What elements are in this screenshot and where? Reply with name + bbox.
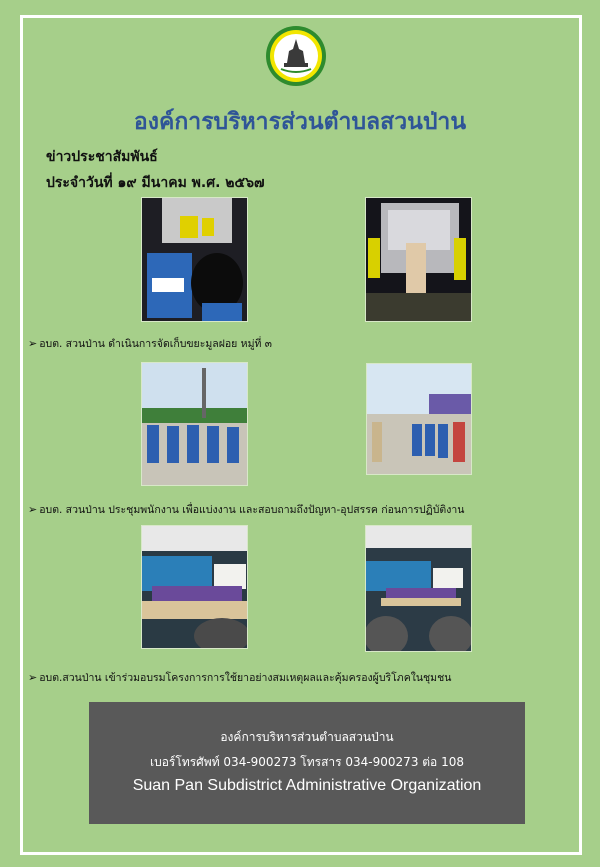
news-heading: ข่าวประชาสัมพันธ์ xyxy=(46,149,158,165)
footer-org-name: องค์การบริหารส่วนตำบลสวนป่าน xyxy=(220,730,394,744)
photo-training-1 xyxy=(141,525,248,649)
photo-staff-meeting-2 xyxy=(366,363,472,475)
photo-staff-meeting-1 xyxy=(141,362,248,486)
caption-garbage-collection xyxy=(28,335,272,352)
caption-text: อบต. สวนป่าน ดำเนินการจัดเก็บขยะมูลฝอย หมู่ที่ ๓ xyxy=(39,338,272,350)
footer-english-name: Suan Pan Subdistrict Administrative Organization xyxy=(132,777,482,794)
caption-text: อบต.สวนป่าน เข้าร่วมอบรมโครงการการใช้ยาอย่างสมเหตุผลและคุ้มครองผู้บริโภคในชุมชน xyxy=(39,672,452,684)
arrow-bullet-icon: ➢ xyxy=(28,503,38,516)
photo-training-2 xyxy=(365,525,472,652)
arrow-bullet-icon: ➢ xyxy=(28,337,38,350)
caption-training xyxy=(28,669,451,686)
footer-contact: เบอร์โทรศัพท์ 034-900273 โทรสาร 034-900273 ต่อ 108 xyxy=(150,755,464,769)
organization-title: องค์การบริหารส่วนตำบลสวนป่าน xyxy=(133,109,467,135)
caption-staff-meeting xyxy=(28,501,464,518)
arrow-bullet-icon: ➢ xyxy=(28,671,38,684)
footer-contact-box xyxy=(89,702,525,824)
photo-garbage-collection-2 xyxy=(365,197,472,322)
seal-logo xyxy=(265,25,327,87)
news-date: ประจำวันที่ ๑๙ มีนาคม พ.ศ. ๒๕๖๗ xyxy=(46,175,265,191)
photo-garbage-collection-1 xyxy=(141,197,248,322)
caption-text: อบต. สวนป่าน ประชุมพนักงาน เพื่อแบ่งงาน และสอบถามถึงปัญหา-อุปสรรค ก่อนการปฏิบัติงาน xyxy=(39,504,465,516)
